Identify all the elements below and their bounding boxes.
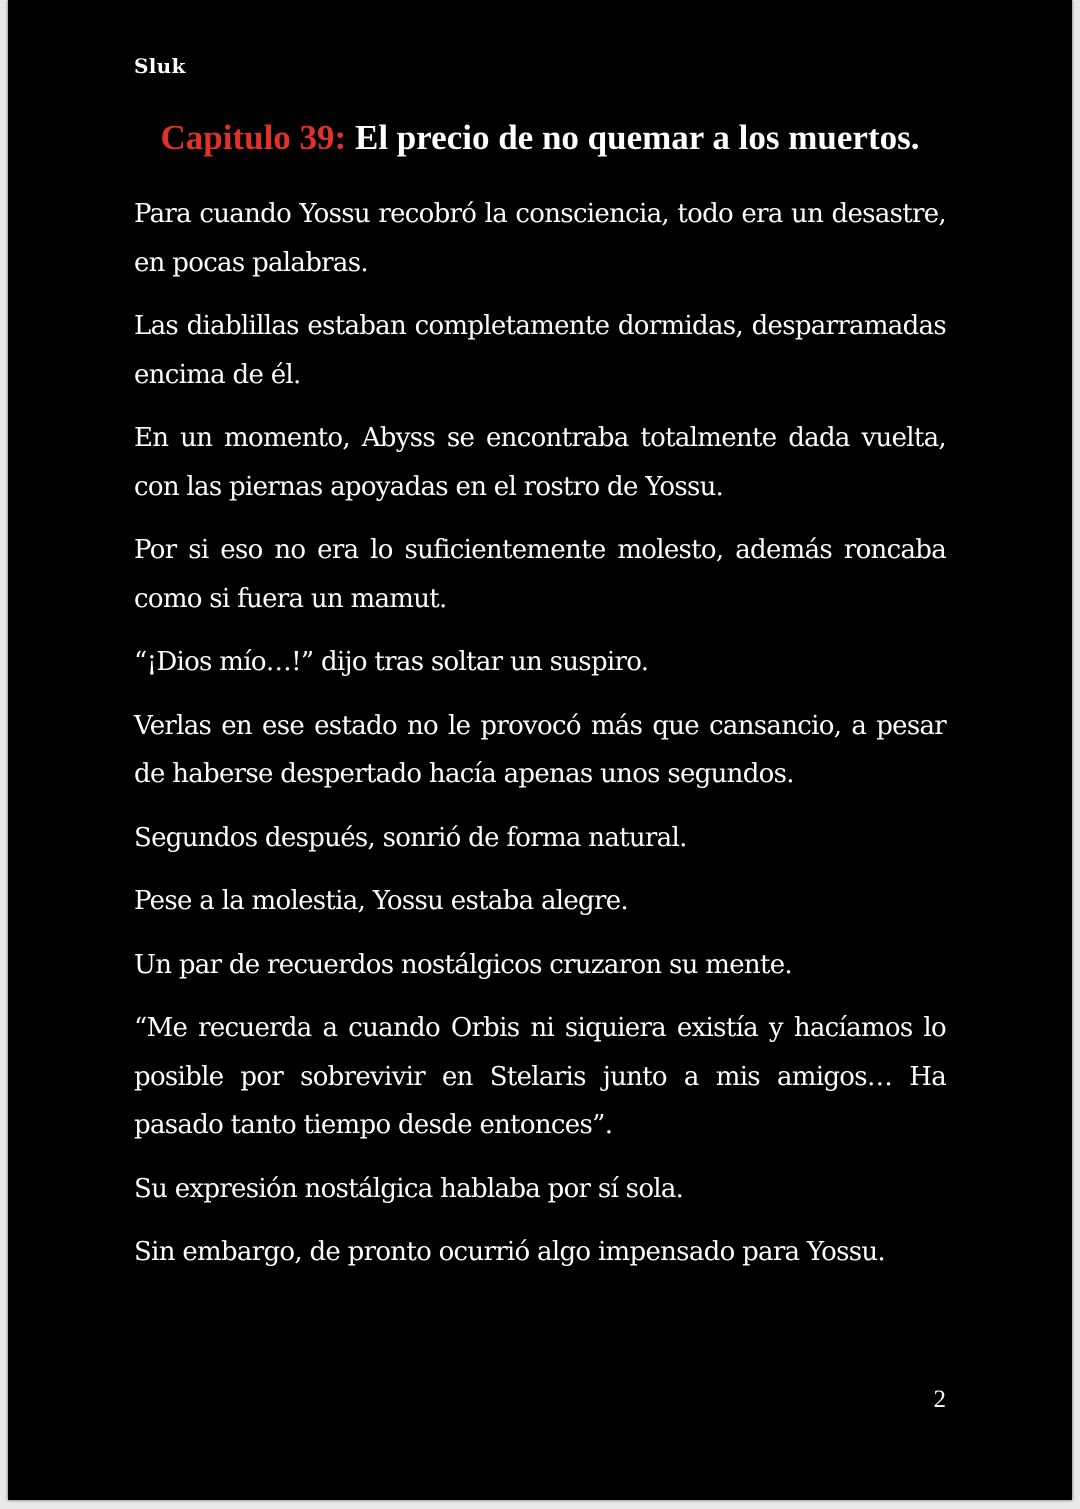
paragraph: Por si eso no era lo suficientemente molesto, además roncaba como si fuera un mamut. [134, 535, 946, 614]
paragraph: Para cuando Yossu recobró la consciencia, todo era un desastre, en pocas palabras. [134, 199, 946, 278]
paragraph: En un momento, Abyss se encontraba totalmente dada vuelta, con las piernas apoyadas en el rostro de Yossu. [134, 423, 946, 502]
document-page [8, 0, 1072, 1500]
paragraph: “¡Dios mío…!” dijo tras soltar un suspiro. [134, 647, 649, 677]
paragraph: “Me recuerda a cuando Orbis ni siquiera existía y hacíamos lo posible por sobrevivir en Stelaris junto a mis amigos… Ha pasado tanto tiempo desde entonces”. [134, 1013, 946, 1140]
chapter-title-text: El precio de no quemar a los muertos. [346, 118, 920, 157]
chapter-title [134, 118, 946, 158]
paragraph: Las diablillas estaban completamente dormidas, desparramadas encima de él. [134, 311, 946, 390]
paragraph: Sin embargo, de pronto ocurrió algo impensado para Yossu. [134, 1237, 885, 1267]
paragraph: Segundos después, sonrió de forma natural. [134, 822, 687, 853]
chapter-label: Capitulo 39: [160, 118, 347, 157]
running-header-author: Sluk [134, 54, 186, 78]
chapter-body [134, 190, 946, 1292]
paragraph: Pese a la molestia, Yossu estaba alegre. [134, 886, 628, 916]
paragraph: Verlas en ese estado no le provocó más que cansancio, a pesar de haberse despertado hacía apenas unos segundos. [134, 710, 946, 789]
paragraph: Su expresión nostálgica hablaba por sí sola. [134, 1173, 684, 1204]
paragraph: Un par de recuerdos nostálgicos cruzaron su mente. [134, 949, 792, 980]
page-number: 2 [933, 1386, 946, 1413]
